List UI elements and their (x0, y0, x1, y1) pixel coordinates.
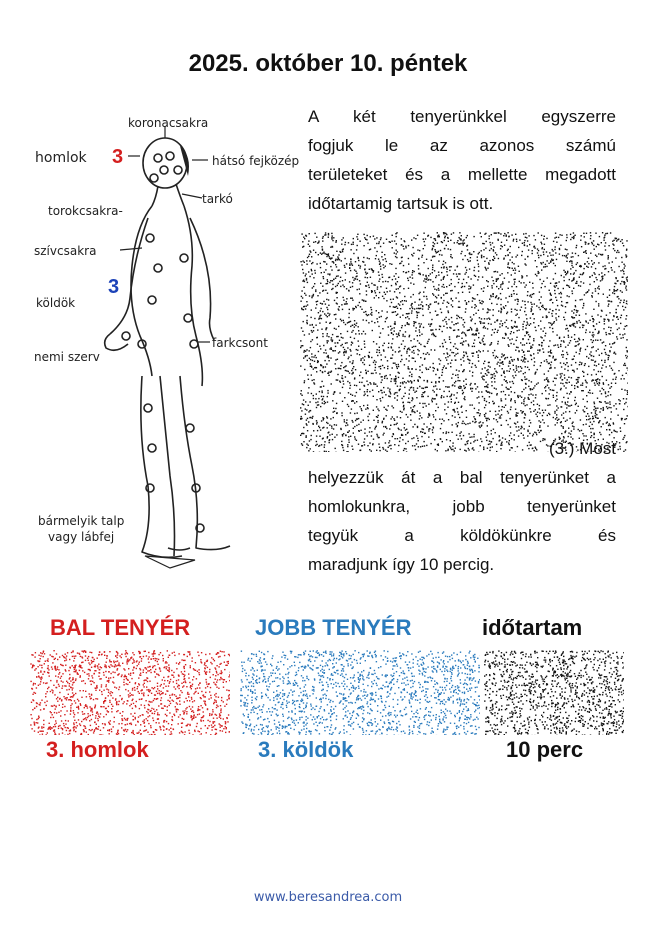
number-homlok: 3 (112, 146, 124, 168)
label-szivcsakra: szívcsakra (34, 244, 97, 258)
value-jobb-tenyer: 3. köldök (258, 737, 354, 762)
obscured-image-left (30, 650, 230, 735)
page-title: 2025. október 10. péntek (188, 50, 468, 77)
header-jobb-tenyer: JOBB TENYÉR (255, 615, 412, 640)
intro-line: időtartamig tartsuk is ott. (308, 194, 494, 213)
body-figure (30, 108, 300, 578)
footer-url: www.beresandrea.com (253, 890, 403, 905)
label-talp-line2: vagy lábfej (48, 530, 115, 544)
intro-line: fogjuk le az azonos számú (308, 136, 616, 155)
label-torokcsakra: torokcsakra- (48, 204, 123, 218)
step-line: maradjunk így 10 percig. (308, 555, 495, 574)
intro-line: A két tenyerünkkel egyszerre (308, 107, 616, 126)
header-bal-tenyer: BAL TENYÉR (50, 615, 191, 640)
obscured-image-middle (240, 650, 480, 735)
label-talp-line1: bármelyik talp (38, 514, 125, 528)
intro-line: területeket és a mellette megadott (308, 165, 616, 184)
label-farkcsont: farkcsont (212, 336, 268, 350)
value-idotartam: 10 perc (506, 737, 584, 762)
step-line: tegyük a köldökünkre és (308, 526, 616, 545)
step-paragraph (308, 434, 616, 579)
step-line: homlokunkra, jobb tenyerünket (308, 497, 616, 516)
value-bal-tenyer: 3. homlok (46, 737, 149, 762)
obscured-image (300, 232, 628, 452)
step-line: (3.) Most (548, 439, 616, 458)
label-nemi-szerv: nemi szerv (34, 350, 100, 364)
label-tarko: tarkó (202, 192, 233, 206)
header-idotartam: időtartam (482, 615, 583, 640)
label-hatso-fejkozep: hátsó fejközép (212, 154, 300, 168)
intro-paragraph (308, 102, 616, 218)
label-koronacsakra: koronacsakra (128, 116, 209, 130)
label-koldok: köldök (36, 296, 76, 310)
number-koldok: 3 (108, 276, 120, 298)
step-line: helyezzük át a bal tenyerünket a (308, 468, 616, 487)
obscured-image-right (484, 650, 624, 735)
label-homlok: homlok (35, 150, 87, 166)
